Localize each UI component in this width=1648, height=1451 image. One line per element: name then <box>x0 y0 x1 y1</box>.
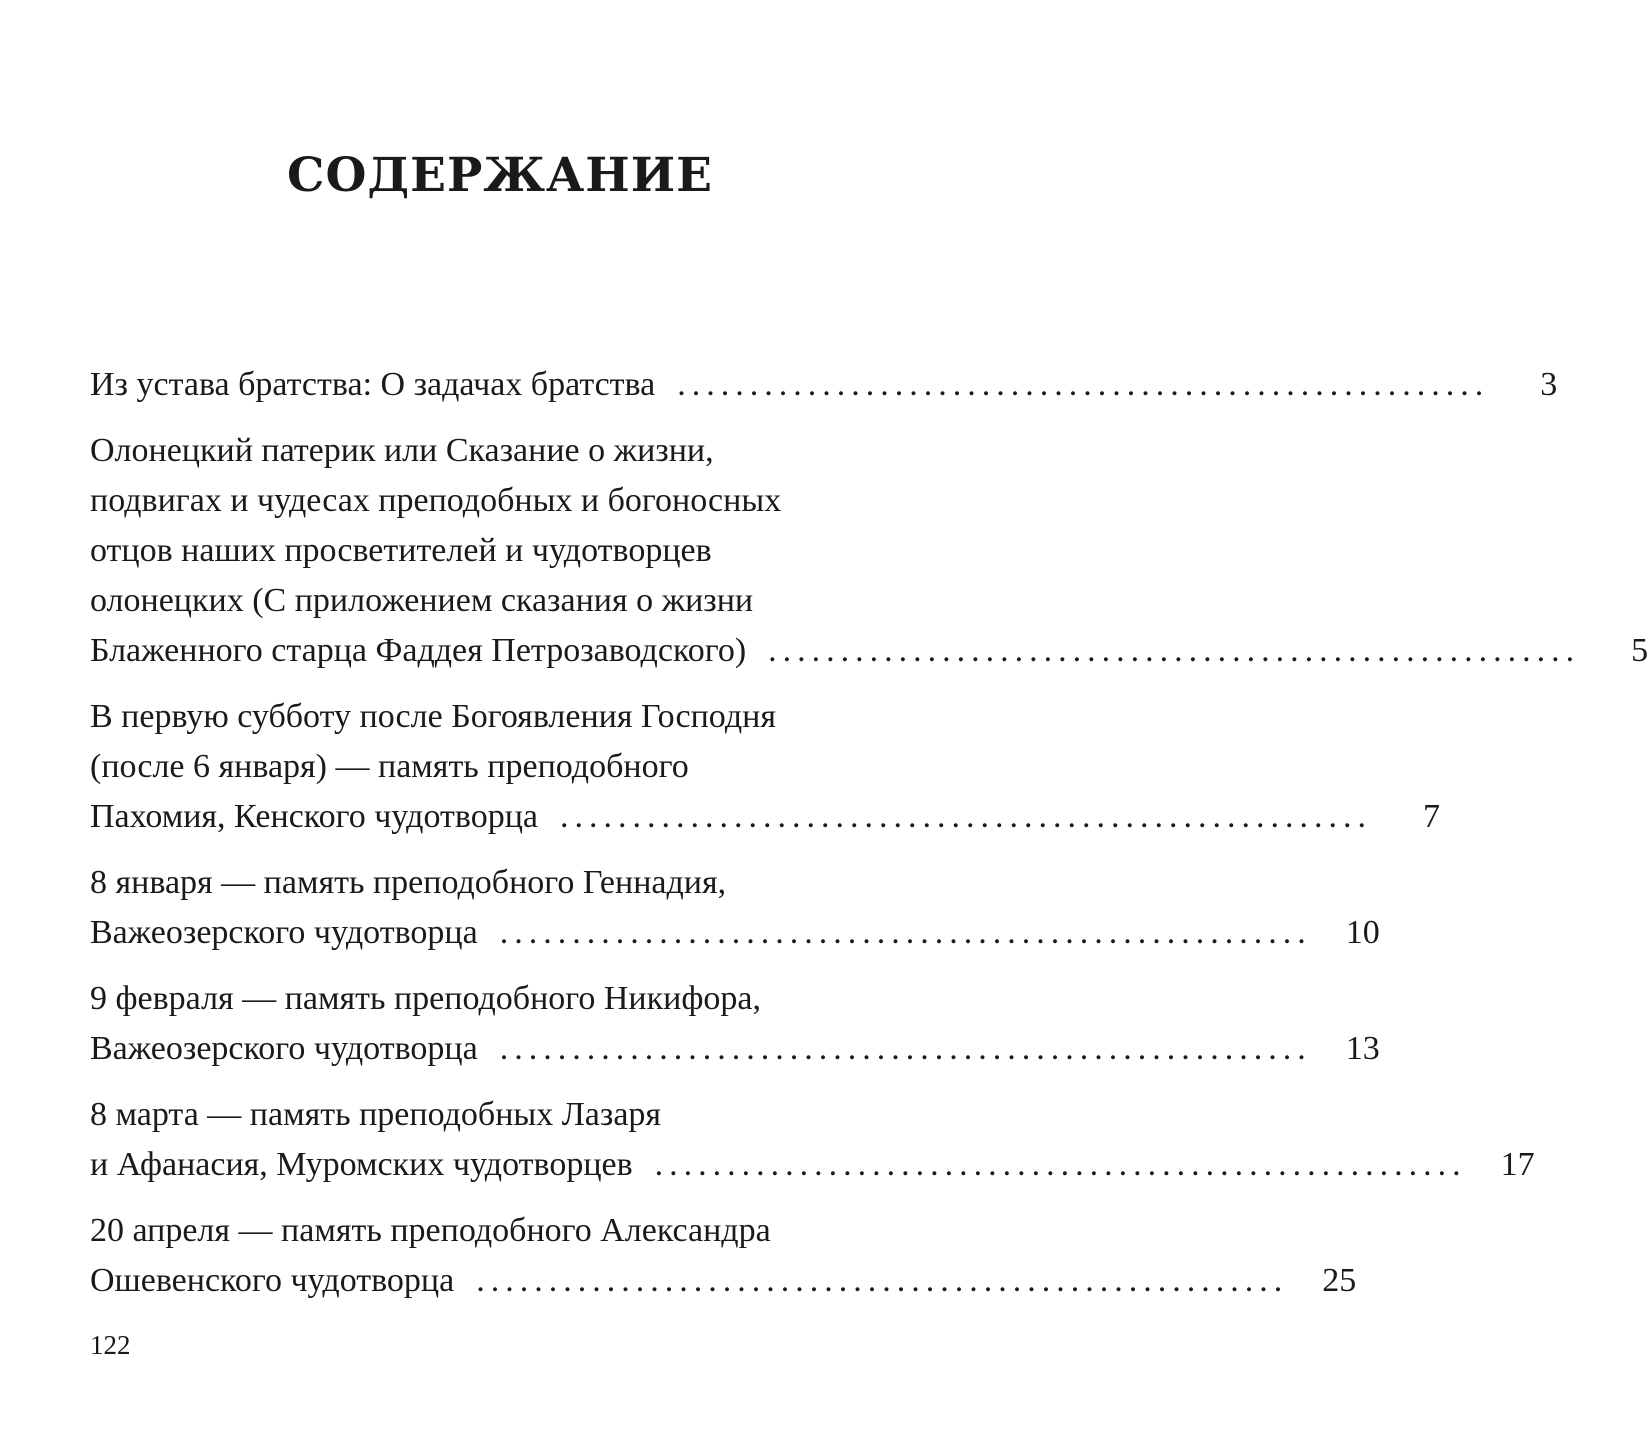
toc-entry <box>90 858 1380 958</box>
toc-entry <box>90 360 1558 410</box>
dot-leader: ........................................................ <box>768 632 1581 669</box>
toc-entry-text: 9 февраля — память преподобного Никифора, <box>90 980 761 1017</box>
toc-entry-text: Олонецкий патерик или Сказание о жизни, <box>90 432 714 469</box>
dot-leader: ........................................................ <box>654 1146 1467 1183</box>
toc-entry <box>90 426 1648 676</box>
toc-entry-last-line <box>90 792 1440 842</box>
toc-page-number: 17 <box>1500 1146 1535 1183</box>
toc-entry <box>90 692 1440 842</box>
toc-entry-last-line <box>90 626 1648 676</box>
toc-page-number: 3 <box>1540 366 1558 403</box>
toc-page-number: 7 <box>1422 798 1440 835</box>
toc-page-number: 25 <box>1322 1262 1357 1299</box>
toc-entry-last-line <box>90 1140 1535 1190</box>
toc-entry-text: Ошевенского чудотворца <box>90 1262 455 1299</box>
toc-entry-last-line <box>90 1024 1380 1074</box>
toc-entry-text: Пахомия, Кенского чудотворца <box>90 798 538 835</box>
page-number: 122 <box>90 1330 131 1360</box>
toc-entry-text: В первую субботу после Богоявления Господня <box>90 698 776 735</box>
toc-page-number: 10 <box>1345 914 1380 951</box>
toc-entry-text: Важеозерского чудотворца <box>90 1030 478 1067</box>
toc-entry-last-line <box>90 1256 1357 1306</box>
toc-entry-text: 20 апреля — память преподобного Александра <box>90 1212 771 1249</box>
toc-entry-text: 8 января — память преподобного Геннадия, <box>90 864 727 901</box>
toc-entry-text: Блаженного старца Фаддея Петрозаводского) <box>90 632 747 669</box>
toc-entry-text: Из устава братства: О задачах братства <box>90 366 656 403</box>
dot-leader: ........................................................ <box>677 366 1490 403</box>
toc-entry-text: подвигах и чудесах преподобных и богоносных <box>90 482 782 519</box>
page-title: СОДЕРЖАНИЕ <box>287 148 713 203</box>
toc-entry-text: олонецких (С приложением сказания о жизни <box>90 582 754 619</box>
toc-entry-text: Важеозерского чудотворца <box>90 914 478 951</box>
toc-entry <box>90 1090 1535 1190</box>
toc-entry-text: отцов наших просветителей и чудотворцев <box>90 532 712 569</box>
toc-entry-text: и Афанасия, Муромских чудотворцев <box>90 1146 633 1183</box>
toc-page-number: 5 <box>1631 632 1648 669</box>
toc-entry-last-line <box>90 360 1558 410</box>
dot-leader: ........................................................ <box>499 1030 1312 1067</box>
dot-leader: ........................................................ <box>559 798 1372 835</box>
dot-leader: ........................................................ <box>499 914 1312 951</box>
table-of-contents <box>90 360 1648 1322</box>
toc-entry-text: 8 марта — память преподобных Лазаря <box>90 1096 662 1133</box>
dot-leader: ........................................................ <box>476 1262 1289 1299</box>
toc-entry-text: (после 6 января) — память преподобного <box>90 748 689 785</box>
toc-entry <box>90 1206 1357 1306</box>
toc-page-number: 13 <box>1345 1030 1380 1067</box>
toc-entry <box>90 974 1380 1074</box>
toc-entry-last-line <box>90 908 1380 958</box>
